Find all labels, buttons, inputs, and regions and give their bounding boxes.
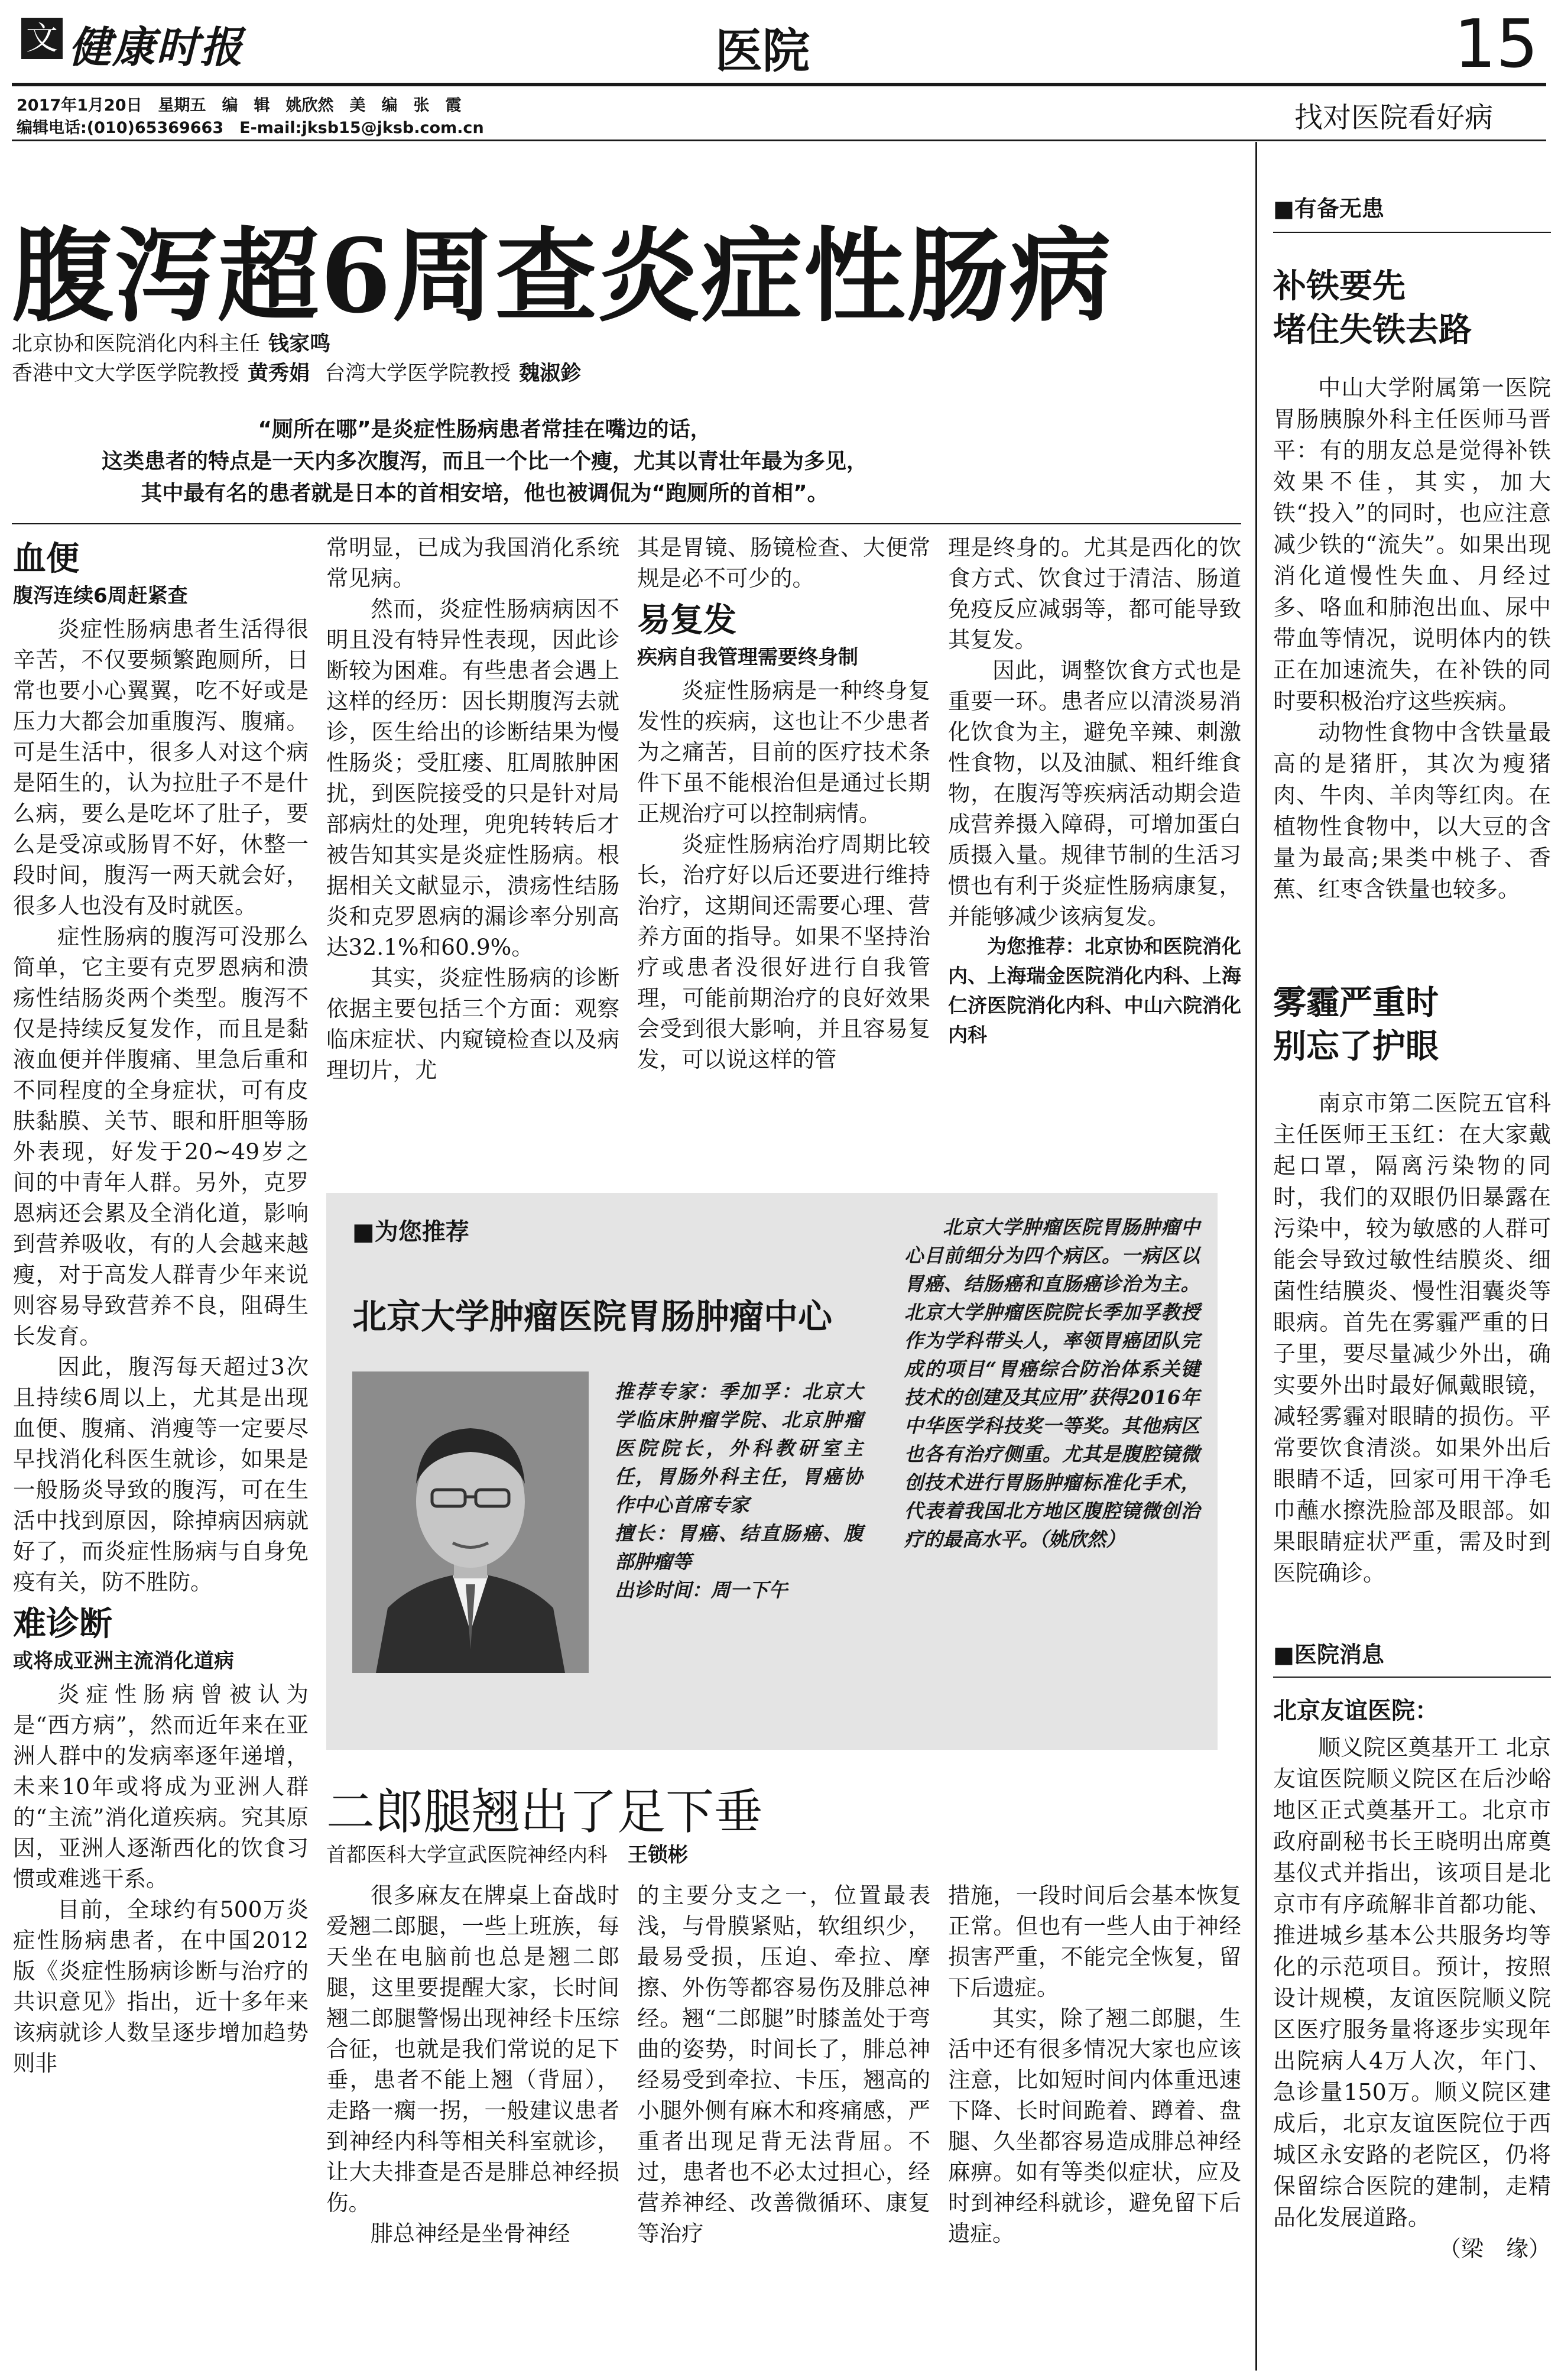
author-affiliation: 台湾大学医学院教授 xyxy=(324,362,511,385)
news-hospital-title: 北京友谊医院： xyxy=(1273,1697,1439,1724)
paragraph: 炎症性肠病治疗周期比较长，治疗好以后还要进行维持治疗，这期间还需要心理、营养方面的指导。如果不坚持治疗或患者没很好进行自我管理，可能前期治疗的良好效果会受到很大影响，并且容易复发，可以说这样的管 xyxy=(637,831,930,1072)
second-headline: 二郎腿翘出了足下垂 xyxy=(326,1784,763,1840)
title-line: 堵住失铁去路 xyxy=(1273,311,1472,349)
contact-line: 编辑电话:(010)65369663 E-mail:jksb15@jksb.com.cn xyxy=(17,119,484,137)
recommend-title: 北京大学肿瘤医院胃肠肿瘤中心 xyxy=(352,1296,833,1337)
date-editor-line: 2017年1月20日 星期五 编 辑 姚欣然 美 编 张 霞 xyxy=(17,96,462,115)
recommend-hospitals: 为您推荐：北京协和医院消化内、上海瑞金医院消化内科、上海仁济医院消化内科、中山六院消化内科 xyxy=(948,935,1241,1046)
paragraph: 炎症性肠病患者生活得很辛苦，不仅要频繁跑厕所，日常也要小心翼翼，吃不好或是压力大都会加重腹泻、腹痛。可是生活中，很多人对这个病是陌生的，认为拉肚子不是什么病，要么是吃坏了肚子，要么是受凉或肠胃不好，休整一段时间，腹泻一两天就会好，很多人也没有及时就医。 xyxy=(13,616,309,919)
main-column-2 xyxy=(326,532,619,1182)
paragraph: 炎症性肠病曾被认为是“西方病”，然而近年来在亚洲人群中的发病率逐年递增，未来10年或将成为亚洲人群的“主流”消化道疾病。究其原因，亚洲人逐渐西化的饮食习惯或难逃干系。 xyxy=(13,1681,309,1892)
paragraph: 其实，除了翘二郎腿，生活中还有很多情况大家也应该注意，比如短时间内体重迅速下降、长时间跪着、蹲着、盘腿、久坐都容易造成腓总神经麻痹。如有等类似症状，应及时到神经科就诊，避免留下后遗症。 xyxy=(948,2005,1241,2246)
second-column-3 xyxy=(948,1880,1241,2365)
paragraph: 很多麻友在牌桌上奋战时爱翘二郎腿，一些上班族，每天坐在电脑前也总是翘二郎腿，这里要提醒大家，长时间翘二郎腿警惕出现神经卡压综合征，也就是我们常说的足下垂，患者不能上翘（背屈），走路一瘸一拐，一般建议患者到神经内科等相关科室就诊，让大夫排查是否是腓总神经损伤。 xyxy=(326,1882,619,2216)
author-affiliation: 北京协和医院消化内科主任 xyxy=(12,332,261,356)
main-column-1 xyxy=(13,532,309,2359)
center-description xyxy=(904,1213,1200,1554)
byline-name: 王锁彬 xyxy=(628,1843,688,1867)
subhead-caption: 疾病自我管理需要终身制 xyxy=(637,646,858,669)
paragraph: 其实，炎症性肠病的诊断依据主要包括三个方面：观察临床症状、内窥镜检查以及病理切片，尤 xyxy=(326,965,619,1083)
logo-mark: 文 xyxy=(21,18,63,59)
masthead-bottom-rule xyxy=(12,140,1546,141)
paragraph: 症性肠病的腹泻可没那么简单，它主要有克罗恩病和溃疡性结肠炎两个类型。腹泻不仅是持续反复发作，而且是黏液血便并伴腹痛、里急后重和不同程度的全身症状，可有皮肤黏膜、关节、眼和肝胆等肠外表现，好发于20~49岁之间的中青年人群。另外，克罗恩病还会累及全消化道，影响到营养吸收，有的人会越来越瘦，对于高发人群青少年来说则容易导致营养不良，阻碍生长发育。 xyxy=(13,923,309,1349)
paragraph: 腓总神经是坐骨神经 xyxy=(371,2220,570,2246)
author-name: 魏淑鉁 xyxy=(519,362,582,385)
paragraph: 常明显，已成为我国消化系统常见病。 xyxy=(326,534,619,591)
paragraph: 理是终身的。尤其是西化的饮食方式、饮食过于清洁、肠道免疫反应减弱等，都可能导致其复发。 xyxy=(948,534,1241,653)
portrait-image xyxy=(352,1371,589,1673)
paragraph: 其是胃镜、肠镜检查、大便常规是必不可少的。 xyxy=(637,534,930,591)
article-lead xyxy=(18,414,952,510)
center-description-text: 北京大学肿瘤医院胃肠肿瘤中心目前细分为四个病区。一病区以胃癌、结肠癌和直肠癌诊治为主。北京大学肿瘤医院院长季加孚教授作为学科带头人，率领胃癌团队完成的项目“胃癌综合防治体系关键技术的创建及其应用”获得2016年中华医学科技奖一等奖。其他病区也各有治疗侧重。尤其是腹腔镜微创技术进行胃肠肿瘤标准化手术，代表着我国北方地区腹腔镜微创治疗的最高水平。 xyxy=(904,1215,1200,1551)
lead-line: “厕所在哪”是炎症性肠病患者常挂在嘴边的话， xyxy=(258,417,712,442)
paragraph: 顺义院区奠基开工 北京友谊医院顺义院区在后沙峪地区正式奠基开工。北京市政府副秘书长王晓明出席奠基仪式并指出，该项目是北京市有序疏解非首都功能、推进城乡基本公共服务均等化的示范项目。预计，按照设计规模，友谊医院顺义院区医疗服务量将逐步实现年出院病人4万人次，年门、急诊量150万。顺义院区建成后，北京友谊医院位于西城区永安路的老院区，仍将保留综合医院的建制，走精品化发展道路。 xyxy=(1273,1734,1551,2230)
page-number: 15 xyxy=(1454,6,1538,83)
paragraph: 的主要分支之一，位置最表浅，与骨膜紧贴，软组织少，最易受损，压迫、牵拉、摩擦、外伤等都容易伤及腓总神经。翘“二郎腿”时膝盖处于弯曲的姿势，时间长了，腓总神经易受到牵拉、卡压，翘高的小腿外侧有麻木和疼痛感，严重者出现足背无法背屈。不过，患者也不必太过担心，经营养神经、改善微循环、康复等治疗 xyxy=(637,1882,930,2246)
subhead-diagnosis: 难诊断 xyxy=(13,1604,112,1643)
expert-specialty: 擅长：胃癌、结直肠癌、腹部肿瘤等 xyxy=(615,1522,863,1573)
expert-photo xyxy=(352,1371,589,1673)
paragraph: 炎症性肠病是一种终身复发性的疾病，这也让不少患者为之痛苦，目前的医疗技术条件下虽不能根治但是通过长期正规治疗可以控制病情。 xyxy=(637,677,930,826)
author-name: 钱家鸣 xyxy=(268,332,331,356)
main-column-3 xyxy=(637,532,930,1182)
byline-affiliation: 首都医科大学宣武医院神经内科 xyxy=(326,1843,608,1867)
subhead-caption: 腹泻连续6周赶紧查 xyxy=(13,584,188,608)
lead-line: 这类患者的特点是一天内多次腹泻，而且一个比一个瘦，尤其以青壮年最为多见， xyxy=(101,449,868,474)
news-article-body xyxy=(1273,1732,1551,2371)
paragraph: 因此，调整饮食方式也是重要一环。患者应以清淡易消化饮食为主，避免辛辣、刺激性食物，以及油腻、粗纤维食物，在腹泻等疾病活动期会造成营养摄入障碍，可增加蛋白质摄入量。规律节制的生活习惯也有利于炎症性肠病康复，并能够减少该病复发。 xyxy=(948,657,1241,929)
section-title: 医院 xyxy=(715,23,810,79)
second-column-1 xyxy=(326,1880,619,2365)
second-byline xyxy=(326,1838,688,1867)
main-column-4 xyxy=(948,532,1241,1182)
title-line: 补铁要先 xyxy=(1273,267,1406,306)
title-line: 别忘了护眼 xyxy=(1273,1027,1439,1066)
paragraph: 动物性食物中含铁量最高的是猪肝，其次为瘦猪肉、牛肉、羊肉等红肉。在植物性食物中，以大豆的含量为最高;果类中桃子、香蕉、红枣含铁量也较多。 xyxy=(1273,719,1551,902)
author-line-2 xyxy=(12,357,589,387)
expert-schedule: 出诊时间：周一下午 xyxy=(615,1578,788,1601)
iron-article-body xyxy=(1273,372,1551,975)
author-line-1 xyxy=(12,328,339,357)
main-headline: 腹泻超6周查炎症性肠病 xyxy=(12,216,1112,336)
news-author: （梁 缘） xyxy=(1438,2236,1551,2262)
smog-article-body xyxy=(1273,1088,1551,1620)
lead-rule xyxy=(12,523,1241,524)
paragraph: 南京市第二医院五官科主任医师王玉红：在大家戴起口罩，隔离污染物的同时，我们的双眼仍旧暴露在污染中，较为敏感的人群可能会导致过敏性结膜炎、细菌性结膜炎、慢性泪囊炎等眼病。首先在雾霾严重的日子里，要尽量减少外出，确实要外出时最好佩戴眼镜，减轻雾霾对眼睛的损伤。平常要饮食清淡。如果外出后眼睛不适，回家可用干净毛巾蘸水擦洗脸部及眼部。如果眼睛症状严重，需及时到医院确诊。 xyxy=(1273,1090,1551,1586)
second-column-2 xyxy=(637,1880,930,2365)
sidebar-tag-news: ■医院消息 xyxy=(1273,1642,1384,1668)
paragraph: 中山大学附属第一医院胃肠胰腺外科主任医师马晋平：有的朋友总是觉得补铁效果不佳，其实，加大铁“投入”的同时，也应注意减少铁的“流失”。如果出现消化道慢性失血、月经过多、咯血和肺泡出血、尿中带血等情况，说明体内的铁正在加速流失，在补铁的同时要积极治疗这些疾病。 xyxy=(1273,375,1551,714)
paragraph: 措施，一段时间后会基本恢复正常。但也有一些人由于神经损害严重，不能完全恢复，留下后遗症。 xyxy=(948,1882,1241,2000)
subhead-caption: 或将成亚洲主流消化道病 xyxy=(13,1649,234,1673)
title-line: 雾霾严重时 xyxy=(1273,984,1439,1022)
expert-text: 推荐专家：季加孚：北京大学临床肿瘤学院、北京肿瘤医院院长，外科教研室主任，胃肠外科主任，胃癌协作中心首席专家 xyxy=(615,1380,863,1516)
sidebar-tag-rule xyxy=(1273,232,1551,233)
author-name: 黄秀娟 xyxy=(248,362,310,385)
newspaper-logo: 健康时报 xyxy=(69,22,244,72)
smog-article-title xyxy=(1273,981,1439,1069)
subhead-blood-stool: 血便 xyxy=(13,539,79,578)
expert-info xyxy=(615,1377,863,1604)
subhead-relapse: 易复发 xyxy=(637,601,736,640)
lead-line: 其中最有名的患者就是日本的首相安培，他也被调侃为“跑厕所的首相”。 xyxy=(141,481,829,505)
box-author: （姚欣然） xyxy=(1038,1528,1125,1551)
page-slogan: 找对医院看好病 xyxy=(1294,101,1494,134)
news-tag-rule xyxy=(1273,1677,1551,1678)
paragraph: 目前，全球约有500万炎症性肠病患者，在中国2012版《炎症性肠病诊断与治疗的共识意见》指出，近十多年来该病就诊人数呈逐步增加趋势则非 xyxy=(13,1896,309,2076)
author-affiliation: 香港中文大学医学院教授 xyxy=(12,362,240,385)
sidebar-tag-prepared: ■有备无患 xyxy=(1273,196,1384,222)
iron-article-title xyxy=(1273,265,1472,352)
paragraph: 然而，炎症性肠病病因不明且没有特异性表现，因此诊断较为困难。有些患者会遇上这样的经历：因长期腹泻去就诊，医生给出的诊断结果为慢性肠炎；受肛瘘、肛周脓肿困扰，到医院接受的只是针对局部病灶的处理，兜兜转转后才被告知其实是炎症性肠病。根据相关文献显示，溃疡性结肠炎和克罗恩病的漏诊率分别高达32.1%和60.9%。 xyxy=(326,596,619,960)
paragraph: 因此，腹泻每天超过3次且持续6周以上，尤其是出现血便、腹痛、消瘦等一定要尽早找消化科医生就诊，如果是一般肠炎导致的腹泻，可在生活中找到原因，除掉病因病就好了，而炎症性肠病与自身免疫有关，防不胜防。 xyxy=(13,1354,309,1595)
recommend-tag: ■为您推荐 xyxy=(352,1218,469,1246)
masthead-rule xyxy=(12,83,1546,86)
sidebar-divider xyxy=(1255,142,1257,2371)
